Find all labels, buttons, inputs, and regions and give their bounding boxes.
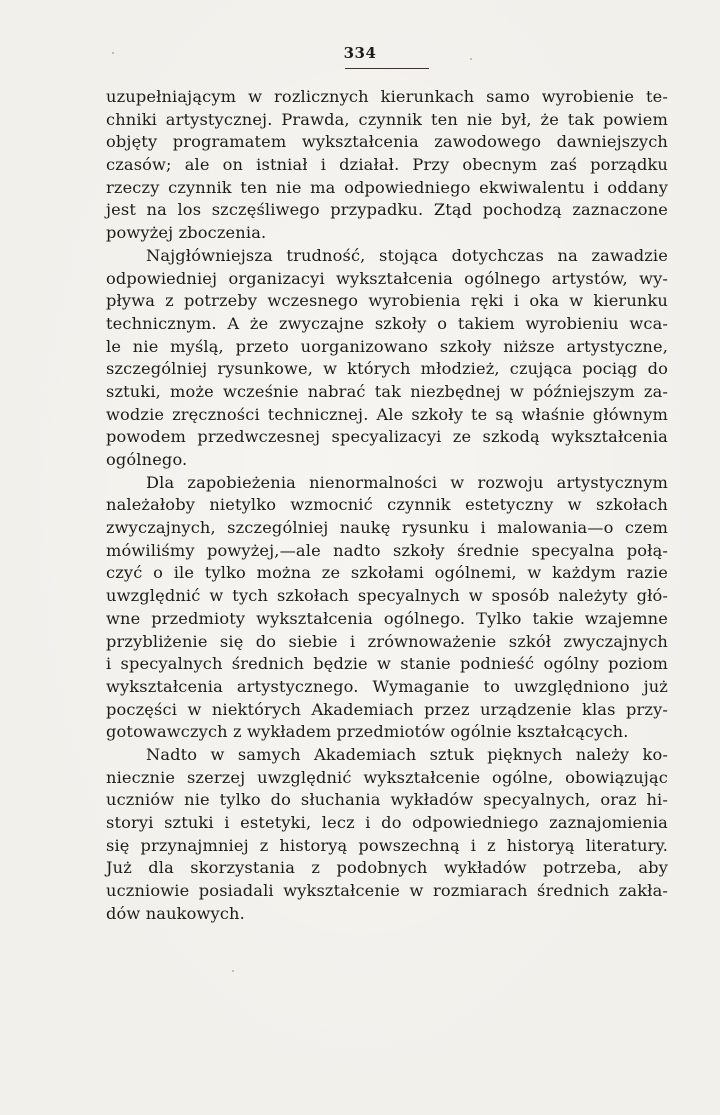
text-line: czasów; ale on istniał i działał. Przy obecnym zaś porządku: [106, 155, 668, 175]
text-line: ogólnego.: [106, 450, 188, 469]
text-line: niecznie szerzej uwzględnić wykształcenie ogólne, obowiązując: [106, 767, 668, 787]
text-line: dów naukowych.: [106, 903, 245, 923]
text-line: szczególniej rysunkowe, w których młodzież, czująca pociąg do: [106, 359, 668, 379]
text-line: pływa z potrzeby wczesnego wyrobienia ręki i oka w kierunku: [106, 291, 668, 311]
body-text: [106, 86, 668, 925]
text-line: technicznym. A że zwyczajne szkoły o takiem wyrobieniu wca-: [106, 313, 668, 333]
paper-speck: [470, 58, 472, 60]
text-line: powodem przedwczesnej specyalizacyi ze szkodą wykształcenia: [106, 427, 668, 447]
text-line: uwzględnić w tych szkołach specyalnych w sposób należyty głó-: [106, 586, 668, 606]
page-number: 334: [343, 44, 377, 62]
text-line: należałoby nietylko wzmocnić czynnik estetyczny w szkołach: [106, 495, 668, 515]
text-line: storyi sztuki i estetyki, lecz i do odpowiedniego zaznajomienia: [106, 813, 668, 832]
text-line: powyżej zboczenia.: [106, 223, 267, 243]
text-line: uczniowie posiadali wykształcenie w rozmiarach średnich zakła-: [106, 881, 668, 901]
text-line: wykształcenia artystycznego. Wymaganie to uwzględniono już: [106, 676, 668, 696]
text-line: zwyczajnych, szczególniej naukę rysunku i malowania—o czem: [106, 518, 668, 538]
text-line: rzeczy czynnik ten nie ma odpowiedniego ekwiwalentu i oddany: [106, 177, 668, 197]
text-line: jest na los szczęśliwego przypadku. Ztąd pochodzą zaznaczone: [106, 200, 668, 220]
text-line: gotowawczych z wykładem przedmiotów ogólnie kształcących.: [106, 722, 629, 742]
text-line: i specyalnych średnich będzie w stanie podnieść ogólny poziom: [106, 654, 668, 674]
text-line: uczniów nie tylko do słuchania wykładów specyalnych, oraz hi-: [106, 790, 668, 810]
text-line: się przynajmniej z historyą powszechną i z historyą literatury.: [106, 835, 668, 855]
text-line: objęty programatem wykształcenia zawodowego dawniejszych: [106, 132, 668, 152]
text-line: wodzie zręczności technicznej. Ale szkoły te są właśnie głównym: [106, 404, 668, 424]
text-line: mówiliśmy powyżej,—ale nadto szkoły średnie specyalna połą-: [106, 540, 668, 560]
text-line: Nadto w samych Akademiach sztuk pięknych należy ko-: [146, 744, 668, 764]
paper-speck: [112, 52, 114, 54]
text-line: przybliżenie się do siebie i zrównoważenie szkół zwyczajnych: [106, 631, 668, 651]
text-line: odpowiedniej organizacyi wykształcenia ogólnego artystów, wy-: [106, 268, 668, 288]
paper-speck: [232, 970, 234, 972]
text-line: chniki artystycznej. Prawda, czynnik ten nie był, że tak powiem: [106, 109, 668, 129]
text-line: poczęści w niektórych Akademiach przez urządzenie klas przy-: [106, 699, 668, 719]
text-line: Dla zapobieżenia nienormalności w rozwoju artystycznym: [146, 472, 668, 492]
text-line: Już dla skorzystania z podobnych wykładów potrzeba, aby: [106, 858, 668, 878]
text-line: sztuki, może wcześnie nabrać tak niezbędnej w późniejszym za-: [106, 381, 668, 401]
text-line: uzupełniającym w rozlicznych kierunkach samo wyrobienie te-: [106, 87, 668, 106]
text-line: le nie myślą, przeto uorganizowano szkoły niższe artystyczne,: [106, 336, 668, 356]
text-line: czyć o ile tylko można ze szkołami ogólnemi, w każdym razie: [106, 563, 668, 583]
text-line: Najgłówniejsza trudność, stojąca dotychczas na zawadzie: [146, 245, 668, 265]
text-line: wne przedmioty wykształcenia ogólnego. Tylko takie wzajemne: [106, 608, 668, 628]
header-rule: [345, 68, 429, 69]
